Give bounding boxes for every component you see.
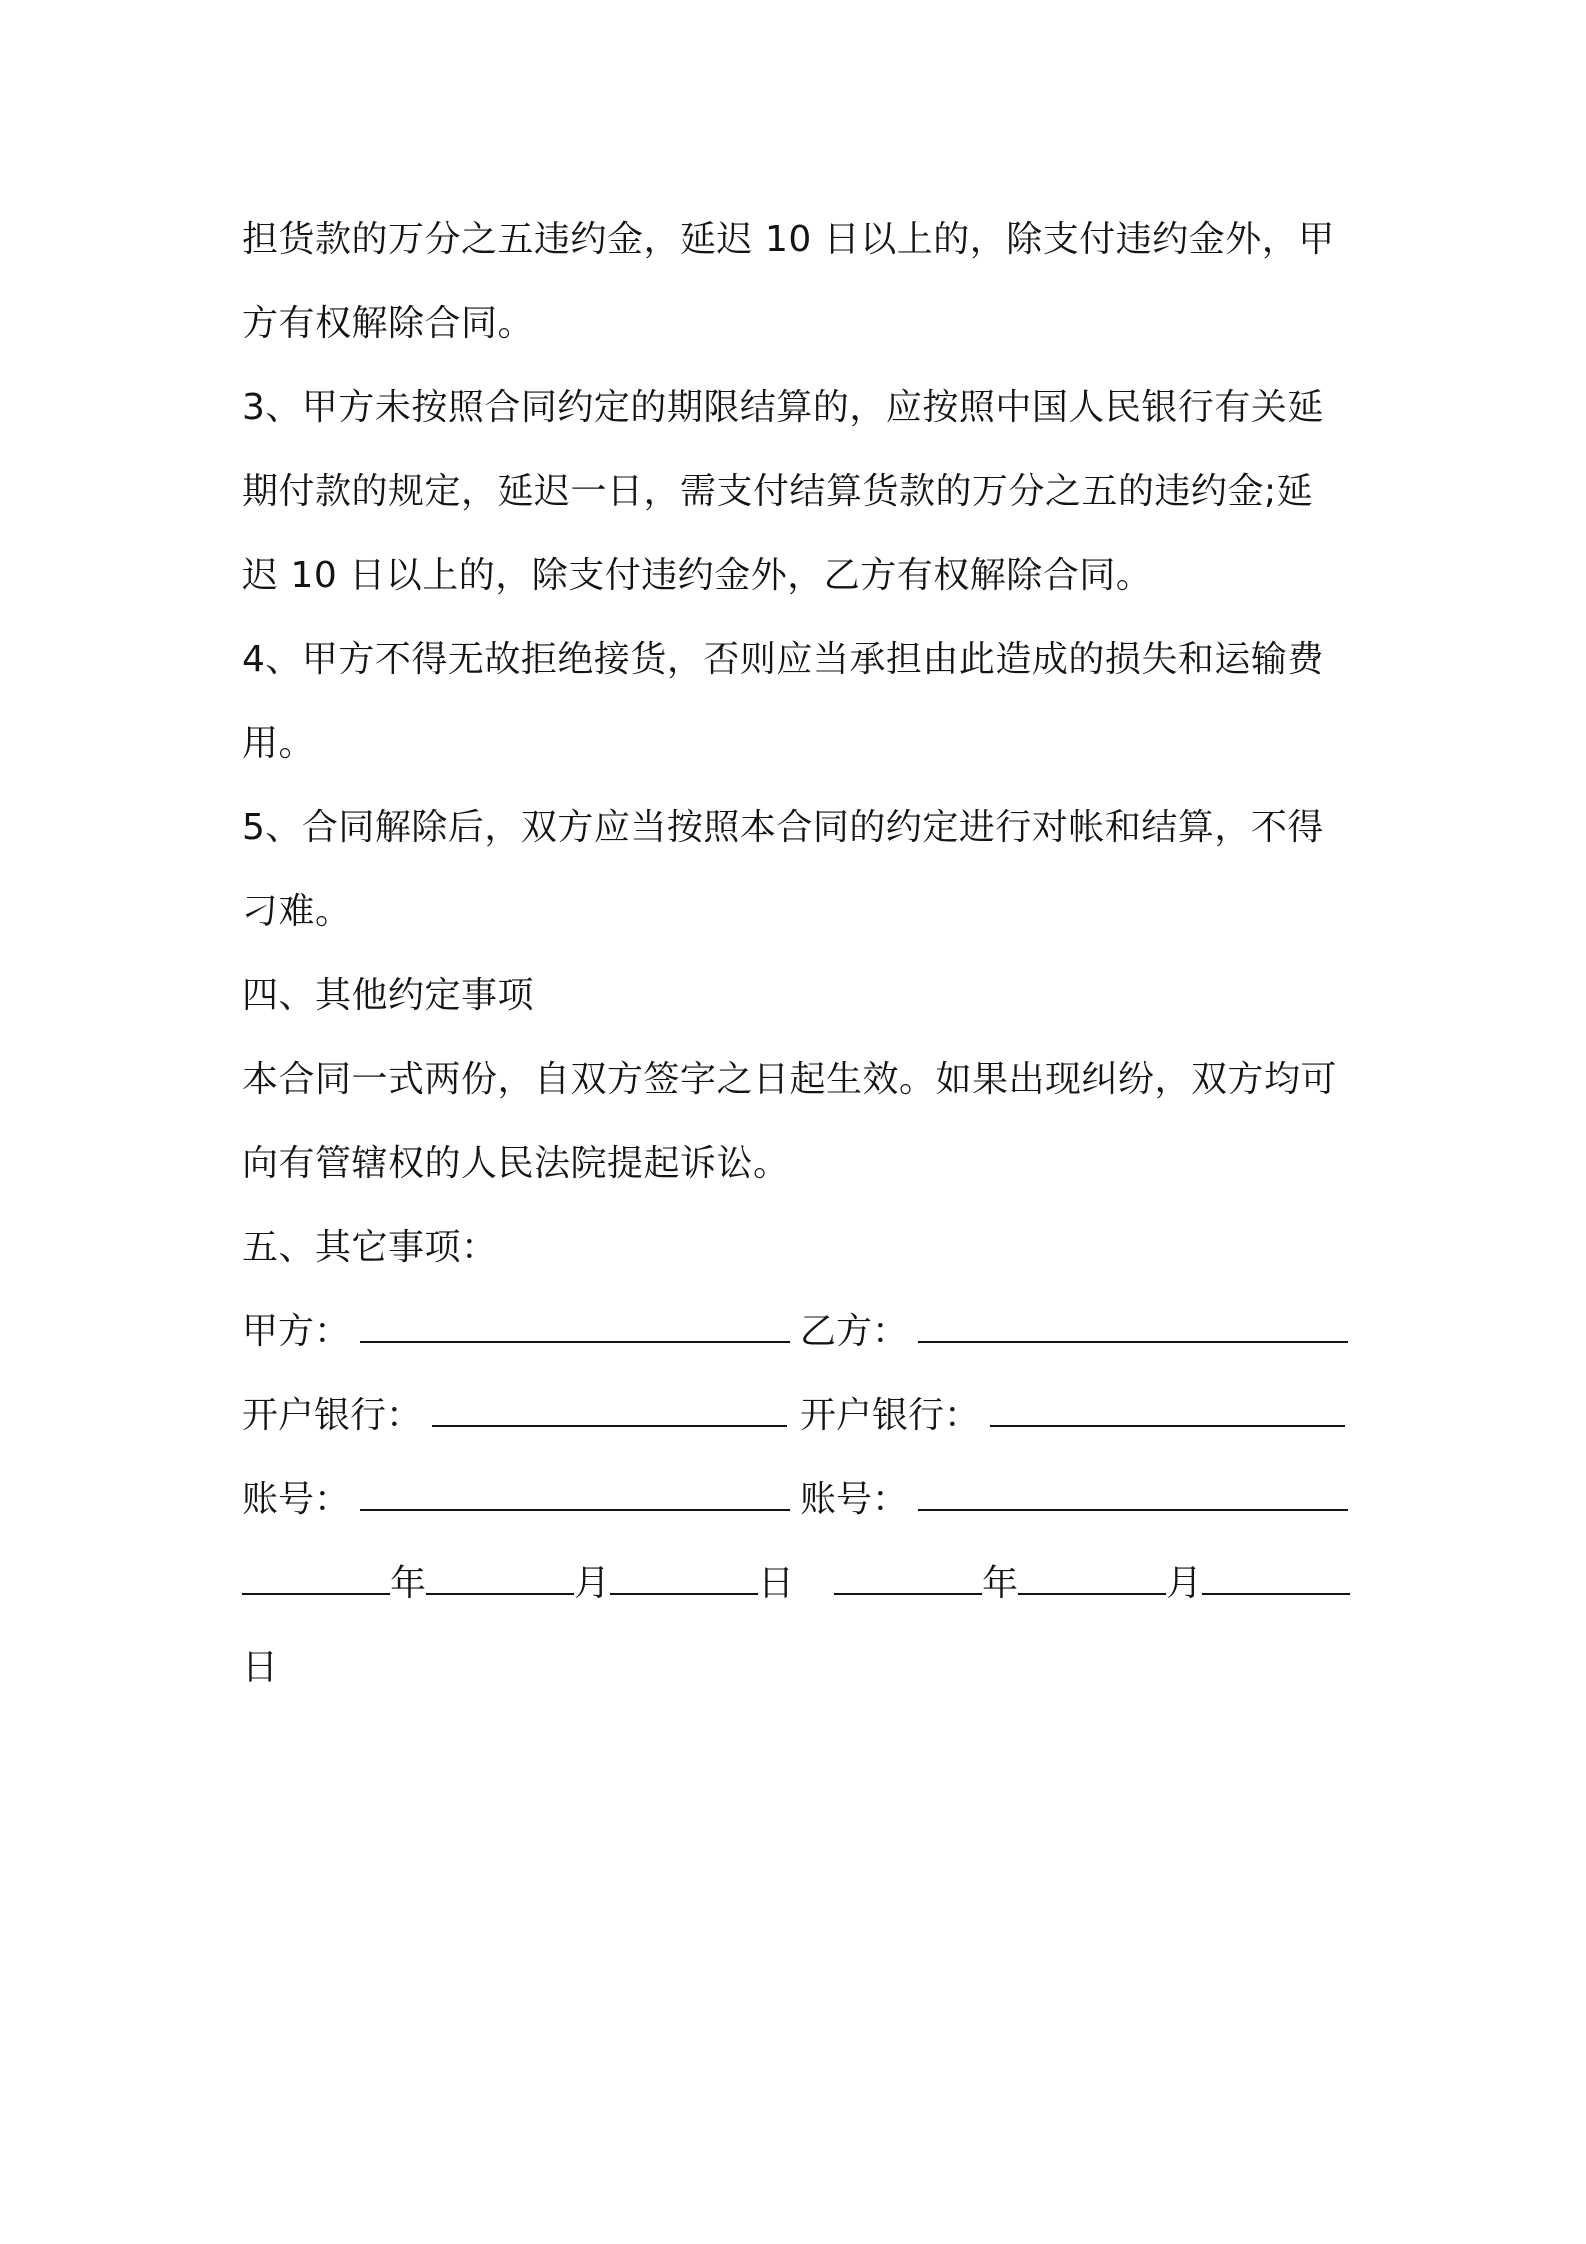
account-a-blank: [360, 1479, 790, 1511]
account-b-label: 账号：: [800, 1479, 909, 1520]
bank-a-blank: [432, 1395, 787, 1427]
date-a-day-blank: [610, 1563, 758, 1595]
date-b-year-label: 年: [982, 1563, 1019, 1604]
bank-b-field: [800, 1374, 1358, 1458]
party-a-blank: [360, 1311, 790, 1343]
bank-a-field: [242, 1374, 800, 1458]
date-row: [242, 1542, 1358, 1626]
contract-body: [242, 198, 1358, 1710]
party-a-label: 甲方：: [242, 1311, 351, 1352]
paragraph-line: 向有管辖权的人民法院提起诉讼。: [242, 1143, 790, 1184]
date-b-day-blank: [1202, 1563, 1350, 1595]
paragraph-line: 本合同一式两份，自双方签字之日起生效。如果出现纠纷，双方均可: [242, 1059, 1338, 1100]
date-b-month-label: 月: [1166, 1563, 1203, 1604]
paragraph-line: 用。: [242, 723, 316, 764]
account-row: [242, 1458, 1358, 1542]
account-b-blank: [918, 1479, 1348, 1511]
date-b-day-label: 日: [242, 1647, 279, 1688]
party-b-label: 乙方：: [800, 1311, 909, 1352]
date-a-year-label: 年: [390, 1563, 427, 1604]
paragraph-line: 刁难。: [242, 891, 352, 932]
date-a-month-blank: [426, 1563, 574, 1595]
party-b-field: [800, 1290, 1358, 1374]
clause-4-line: 4、甲方不得无故拒绝接货，否则应当承担由此造成的损失和运输费: [242, 639, 1324, 680]
clause-5-line: 5、合同解除后，双方应当按照本合同的约定进行对帐和结算，不得: [242, 807, 1324, 848]
bank-a-label: 开户银行：: [242, 1395, 423, 1436]
bank-b-blank: [990, 1395, 1345, 1427]
paragraph-line: 方有权解除合同。: [242, 303, 535, 344]
account-a-label: 账号：: [242, 1479, 351, 1520]
account-a-field: [242, 1458, 800, 1542]
party-b-blank: [918, 1311, 1348, 1343]
date-a-year-blank: [242, 1563, 390, 1595]
party-a-field: [242, 1290, 800, 1374]
bank-b-label: 开户银行：: [800, 1395, 981, 1436]
date-a-day-label: 日: [758, 1563, 795, 1604]
bank-row: [242, 1374, 1358, 1458]
section-heading-other-matters: 五、其它事项：: [242, 1227, 498, 1268]
date-b-year-blank: [834, 1563, 982, 1595]
date-a-month-label: 月: [574, 1563, 611, 1604]
section-heading-other-agreements: 四、其他约定事项: [242, 975, 535, 1016]
clause-3-line: 3、甲方未按照合同约定的期限结算的，应按照中国人民银行有关延: [242, 387, 1324, 428]
account-b-field: [800, 1458, 1358, 1542]
paragraph-line: 期付款的规定，延迟一日，需支付结算货款的万分之五的违约金;延: [242, 471, 1314, 512]
paragraph-line: 担货款的万分之五违约金，延迟 10 日以上的，除支付违约金外，甲: [242, 219, 1335, 260]
party-row: [242, 1290, 1358, 1374]
date-b-month-blank: [1018, 1563, 1166, 1595]
paragraph-line: 迟 10 日以上的，除支付违约金外，乙方有权解除合同。: [242, 555, 1153, 596]
